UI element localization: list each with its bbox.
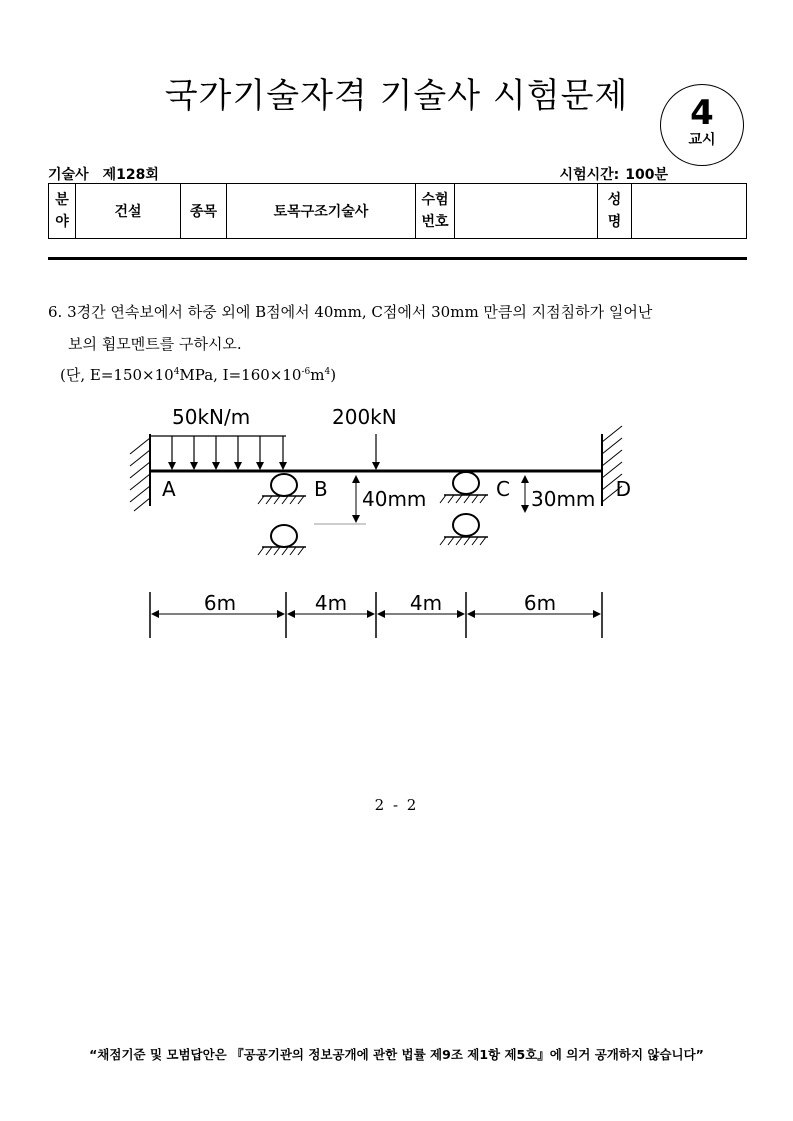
cond-mid: MPa, I=160×10 [179,366,302,384]
question-condition [48,360,748,387]
exam-time [560,164,668,184]
type-label: 종목 [181,184,227,239]
span-label-3: 4m [409,591,443,615]
exam-info-table [48,183,747,239]
label-c: C [496,477,510,501]
period-number: 4 [690,93,714,133]
name-value [632,184,747,239]
settlement-c-label: 30mm [531,487,596,511]
roller-support-c [440,472,488,503]
exam-title: 국가기술자격 기술사 시험문제 [164,76,629,116]
period-badge [660,84,744,166]
span-label-2: 4m [314,591,348,615]
field-label-2: 야 [55,214,69,230]
label-b: B [314,477,328,501]
beam-diagram [120,398,631,648]
point-load-label: 200kN [332,405,397,429]
name-label-2: 명 [607,214,622,230]
exam-session: 제128회 [102,167,159,183]
settled-support-b [258,525,306,555]
field-label-cell [49,184,76,239]
exam-no-value [455,184,598,239]
page-number: 2 - 2 [374,796,419,814]
cond-m: m [310,366,325,384]
footer-notice: “채점기준 및 모범답안은 『공공기관의 정보공개에 관한 법률 제9조 제1항 제5호』에 의거 공개하지 않습니다” [89,1047,704,1062]
question-text-line1: 6. 3경간 연속보에서 하중 외에 B점에서 40mm, C점에서 30mm 만큼의 지점침하가 일어난 [48,303,653,321]
field-value: 건설 [76,184,181,239]
question-6 [48,296,748,387]
distributed-load-label: 50kN/m [172,405,251,429]
settled-support-c [440,514,488,545]
header-divider [48,257,747,260]
distributed-load [150,436,286,469]
type-value: 토목구조기술사 [227,184,416,239]
exam-time-label: 시험시간: [559,167,620,183]
field-label-1: 분 [55,192,69,208]
exam-no-label-1: 수험 [421,192,449,208]
cond-exp3: 4 [324,367,331,377]
cond-exp2: -6 [301,367,311,377]
name-label-cell [598,184,632,239]
question-text-line2: 보의 휨모멘트를 구하시오. [68,335,242,353]
exam-time-value: 100분 [625,167,668,183]
label-a: A [162,477,176,501]
cond-prefix: (단, E=150×10 [60,366,174,384]
exam-category: 기술사 [48,167,89,183]
span-label-1: 6m [203,591,237,615]
roller-support-b [258,474,306,504]
exam-no-label-cell [416,184,455,239]
name-label-1: 성 [607,192,622,208]
label-d: D [615,477,631,501]
exam-no-label-2: 번호 [421,214,449,230]
left-fixed-support [130,434,150,511]
settlement-b-label: 40mm [362,487,427,511]
period-label: 교시 [688,132,716,148]
cond-exp1: 4 [173,367,180,377]
cond-suffix: ) [330,366,337,384]
exam-meta [48,164,159,184]
span-label-4: 6m [523,591,557,615]
